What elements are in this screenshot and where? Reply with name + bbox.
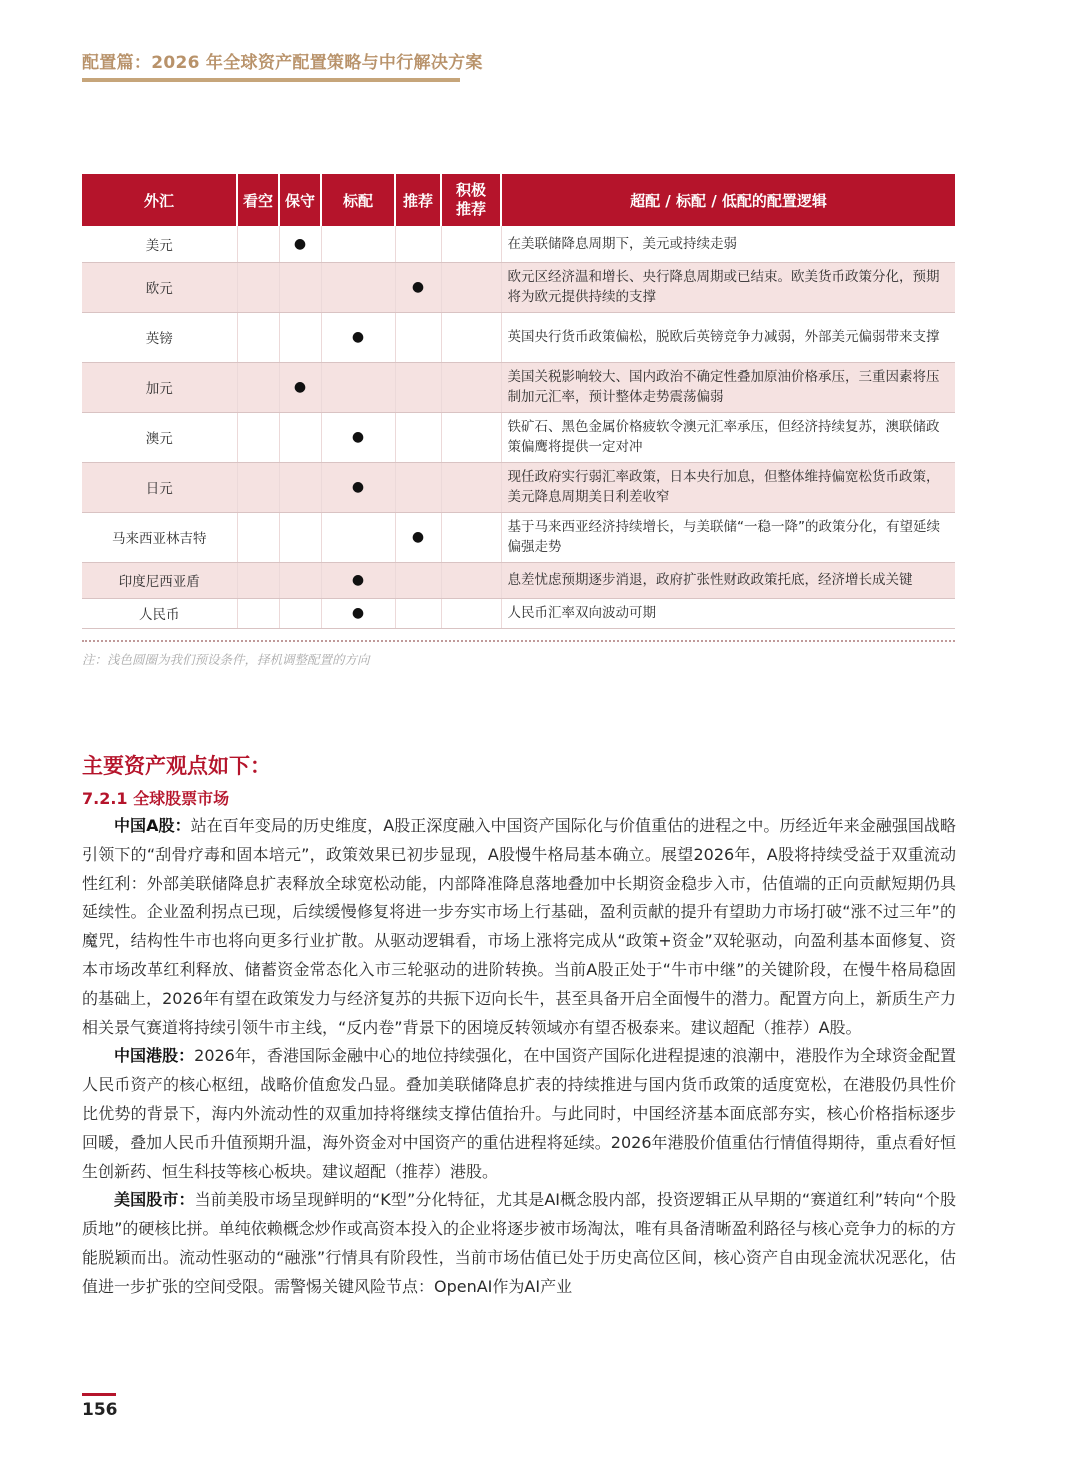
rating-cell bbox=[237, 598, 279, 628]
col-header-line2: 推荐 bbox=[455, 200, 486, 218]
table-row bbox=[82, 562, 955, 598]
rating-cell bbox=[237, 462, 279, 512]
col-header-logic: 超配 / 标配 / 低配的配置逻辑 bbox=[501, 174, 955, 226]
allocation-logic: 人民币汇率双向波动可期 bbox=[501, 598, 955, 628]
table-row bbox=[82, 226, 955, 262]
table-note: 注：浅色圆圈为我们预设条件，择机调整配置的方向 bbox=[82, 652, 370, 667]
paragraph-us-shares bbox=[82, 1186, 956, 1301]
rating-dot: ● bbox=[351, 605, 365, 621]
table-bottom-rule bbox=[82, 640, 955, 642]
table-row bbox=[82, 362, 955, 412]
rating-cell bbox=[321, 598, 395, 628]
currency-name: 印度尼西亚盾 bbox=[82, 562, 237, 598]
table-header-row bbox=[82, 174, 955, 226]
table-row bbox=[82, 412, 955, 462]
rating-dot: ● bbox=[411, 279, 425, 295]
allocation-logic: 基于马来西亚经济持续增长，与美联储“一稳一降”的政策分化，有望延续偏强走势 bbox=[501, 512, 955, 562]
rating-cell bbox=[237, 312, 279, 362]
rating-cell bbox=[395, 562, 441, 598]
col-header-line1: 积极 bbox=[455, 181, 486, 199]
rating-cell bbox=[441, 412, 501, 462]
rating-dot: ● bbox=[293, 235, 307, 252]
rating-cell bbox=[237, 262, 279, 312]
paragraph-lead: 美国股市： bbox=[114, 1190, 195, 1210]
rating-cell bbox=[237, 562, 279, 598]
table-row bbox=[82, 512, 955, 562]
table-row bbox=[82, 462, 955, 512]
paragraph-text: 2026年，香港国际金融中心的地位持续强化，在中国资产国际化进程提速的浪潮中，港股作为全球资金配置人民币资产的核心枢纽，战略价值愈发凸显。叠加美联储降息扩表的持续推进与国内货币政策的适度宽松，在港股仍具性价比优势的背景下，海内外流动性的双重加持将继续支撑估值抬升。与此同时，中国经济基本面底部夯实，核心价格指标逐步回暖，叠加人民币升值预期升温，海外资金对中国资产的重估进程将延续。2026年港股价值重估行情值得期待，重点看好恒生创新药、恒生科技等核心板块。建议超配（推荐）港股。 bbox=[82, 1046, 956, 1181]
allocation-logic: 铁矿石、黑色金属价格疲软令澳元汇率承压，但经济持续复苏，澳联储政策偏鹰将提供一定对冲 bbox=[501, 412, 955, 462]
paragraph-text: 站在百年变局的历史维度，A股正深度融入中国资产国际化与价值重估的进程之中。历经近年来金融强国战略引领下的“刮骨疗毒和固本培元”，政策效果已初步显现，A股慢牛格局基本确立。展望2026年，A股将持续受益于双重流动性红利：外部美联储降息扩表释放全球宽松动能，内部降准降息落地叠加中长期资金稳步入市，估值端的正向贡献短期仍具延续性。企业盈利拐点已现，后续缓慢修复将进一步夯实市场上行基础，盈利贡献的提升有望助力市场打破“涨不过三年”的魔咒，结构性牛市也将向更多行业扩散。从驱动逻辑看，市场上涨将完成从“政策+资金”双轮驱动，向盈利基本面修复、资本市场改革红利释放、储蓄资金常态化入市三轮驱动的进阶转换。当前A股正处于“牛市中继”的关键阶段，在慢牛格局稳固的基础上，2026年有望在政策发力与经济复苏的共振下迈向长牛，甚至具备开启全面慢牛的潜力。配置方向上，新质生产力相关景气赛道将持续引领牛市主线，“反内卷”背景下的困境反转领域亦有望否极泰来。建议超配（推荐）A股。 bbox=[82, 816, 956, 1037]
currency-name: 马来西亚林吉特 bbox=[82, 512, 237, 562]
rating-cell bbox=[279, 412, 321, 462]
rating-cell bbox=[395, 362, 441, 412]
allocation-logic: 欧元区经济温和增长、央行降息周期或已结束。欧美货币政策分化，预期将为欧元提供持续的支撑 bbox=[501, 262, 955, 312]
rating-cell bbox=[321, 262, 395, 312]
rating-dot: ● bbox=[411, 529, 425, 545]
rating-cell bbox=[441, 262, 501, 312]
header-title: 配置篇：2026 年全球资产配置策略与中行解决方案 bbox=[82, 53, 483, 73]
page-number-rule bbox=[82, 1393, 116, 1396]
rating-cell bbox=[441, 562, 501, 598]
paragraph-hk-shares bbox=[82, 1042, 956, 1186]
paragraph-a-shares bbox=[82, 812, 956, 1042]
col-header-strong-recommend bbox=[441, 174, 501, 226]
rating-cell bbox=[321, 362, 395, 412]
section-heading: 主要资产观点如下： bbox=[82, 754, 271, 778]
rating-dot: ● bbox=[351, 429, 365, 445]
rating-cell bbox=[395, 412, 441, 462]
rating-cell bbox=[237, 362, 279, 412]
rating-dot: ● bbox=[293, 379, 307, 395]
rating-cell bbox=[321, 462, 395, 512]
sub-heading: 7.2.1 全球股票市场 bbox=[82, 789, 230, 808]
currency-name: 日元 bbox=[82, 462, 237, 512]
fx-allocation-table bbox=[82, 174, 955, 629]
rating-cell bbox=[321, 562, 395, 598]
rating-dot: ● bbox=[351, 572, 365, 588]
rating-dot: ● bbox=[351, 329, 365, 345]
rating-cell bbox=[279, 362, 321, 412]
header-rule bbox=[82, 78, 460, 82]
allocation-logic: 美国关税影响较大、国内政治不确定性叠加原油价格承压，三重因素将压制加元汇率，预计整体走势震荡偏弱 bbox=[501, 362, 955, 412]
rating-cell bbox=[395, 598, 441, 628]
rating-cell bbox=[321, 412, 395, 462]
rating-dot: ● bbox=[351, 479, 365, 495]
currency-name: 澳元 bbox=[82, 412, 237, 462]
body-text bbox=[82, 812, 956, 1302]
rating-cell bbox=[279, 312, 321, 362]
currency-name: 美元 bbox=[82, 226, 237, 262]
rating-cell bbox=[395, 312, 441, 362]
col-header-neutral: 标配 bbox=[321, 174, 395, 226]
currency-name: 人民币 bbox=[82, 598, 237, 628]
rating-cell bbox=[395, 262, 441, 312]
rating-cell bbox=[237, 412, 279, 462]
currency-name: 欧元 bbox=[82, 262, 237, 312]
allocation-logic: 在美联储降息周期下，美元或持续走弱 bbox=[501, 226, 955, 262]
allocation-logic: 息差忧虑预期逐步消退，政府扩张性财政政策托底，经济增长成关键 bbox=[501, 562, 955, 598]
currency-name: 英镑 bbox=[82, 312, 237, 362]
rating-cell bbox=[441, 512, 501, 562]
col-header-conservative: 保守 bbox=[279, 174, 321, 226]
rating-cell bbox=[279, 598, 321, 628]
paragraph-lead: 中国A股： bbox=[114, 816, 191, 835]
rating-cell bbox=[279, 512, 321, 562]
rating-cell bbox=[441, 312, 501, 362]
rating-cell bbox=[395, 512, 441, 562]
rating-cell bbox=[441, 226, 501, 262]
rating-cell bbox=[237, 512, 279, 562]
page-number: 156 bbox=[82, 1400, 118, 1420]
rating-cell bbox=[321, 512, 395, 562]
currency-name: 加元 bbox=[82, 362, 237, 412]
rating-cell bbox=[279, 226, 321, 262]
table-row bbox=[82, 262, 955, 312]
allocation-logic: 现任政府实行弱汇率政策，日本央行加息，但整体维持偏宽松货币政策，美元降息周期美日利差收窄 bbox=[501, 462, 955, 512]
table-row bbox=[82, 312, 955, 362]
rating-cell bbox=[441, 362, 501, 412]
rating-cell bbox=[321, 312, 395, 362]
rating-cell bbox=[279, 562, 321, 598]
rating-cell bbox=[279, 462, 321, 512]
rating-cell bbox=[279, 262, 321, 312]
rating-cell bbox=[321, 226, 395, 262]
paragraph-lead: 中国港股： bbox=[114, 1046, 195, 1066]
col-header-currency: 外汇 bbox=[82, 174, 237, 226]
rating-cell bbox=[441, 598, 501, 628]
paragraph-text: 当前美股市场呈现鲜明的“K型”分化特征，尤其是AI概念股内部，投资逻辑正从早期的“赛道红利”转向“个股质地”的硬核比拼。单纯依赖概念炒作或高资本投入的企业将逐步被市场淘汰，唯有具备清晰盈利路径与核心竞争力的标的方能脱颖而出。流动性驱动的“融涨”行情具有阶段性，当前市场估值已处于历史高位区间，核心资产自由现金流状况恶化，估值进一步扩张的空间受限。需警惕关键风险节点：OpenAI作为AI产业 bbox=[82, 1190, 956, 1296]
col-header-bearish: 看空 bbox=[237, 174, 279, 226]
col-header-recommend: 推荐 bbox=[395, 174, 441, 226]
rating-cell bbox=[441, 462, 501, 512]
rating-cell bbox=[395, 462, 441, 512]
table-row bbox=[82, 598, 955, 628]
rating-cell bbox=[395, 226, 441, 262]
rating-cell bbox=[237, 226, 279, 262]
allocation-logic: 英国央行货币政策偏松，脱欧后英镑竞争力减弱，外部美元偏弱带来支撑 bbox=[501, 312, 955, 362]
